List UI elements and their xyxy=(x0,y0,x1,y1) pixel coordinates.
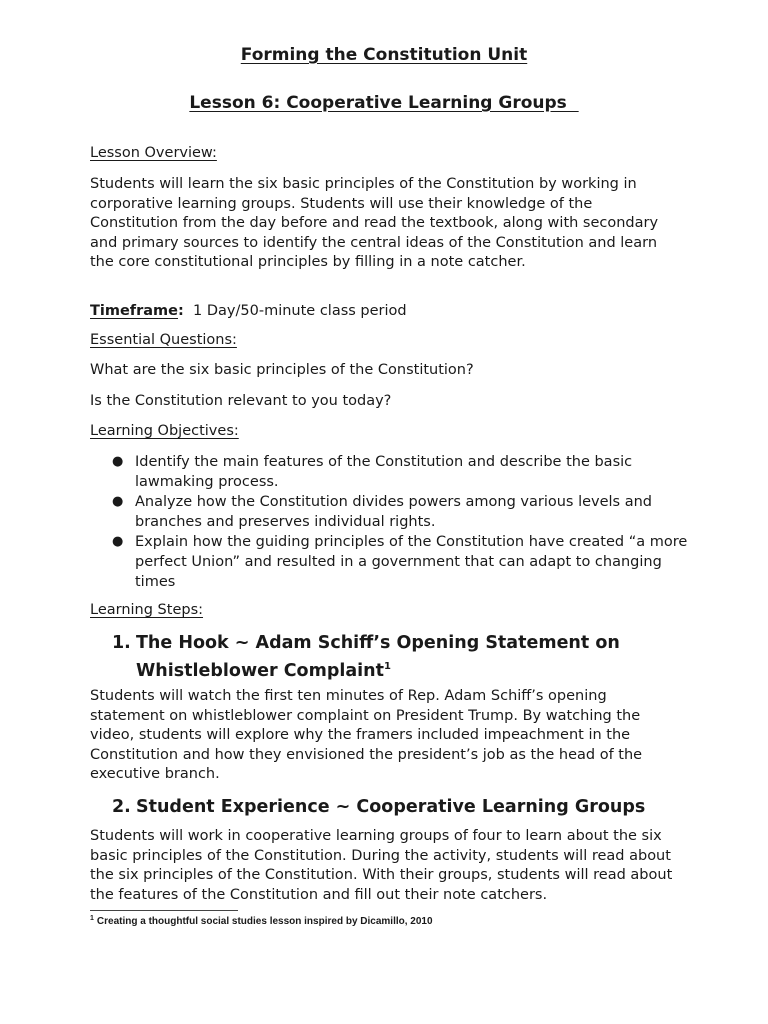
objective-text: Explain how the guiding principles of the Constitution have created “a more perfect Union” and resulted in a government that can adapt to changing times xyxy=(135,534,688,590)
step-title: Student Experience ~ Cooperative Learning Groups xyxy=(136,797,646,817)
objective-item xyxy=(90,452,690,492)
timeframe-line xyxy=(90,303,407,319)
bullet-icon: ● xyxy=(112,494,124,509)
step-2-text: Students will work in cooperative learning groups of four to learn about the six basic principles of the Constitution. During the activity, students will read about the six principles of the Constitution. With their groups, students will read about the features of the Constitution and fill out their note catchers. xyxy=(90,828,673,903)
overview-text: Students will learn the six basic principles of the Constitution by working in corporative learning groups. Students will use their knowledge of the Constitution from the day before and read the textbook, along with secondary and primary sources to identify the central ideas of the Constitution and learn the core constitutional principles by filling in a note catcher. xyxy=(90,176,659,271)
step-number: 1. xyxy=(112,633,131,653)
unit-title: Forming the Constitution Unit xyxy=(240,45,528,65)
step-1-heading xyxy=(112,631,692,683)
timeframe-label: Timeframe xyxy=(90,303,178,319)
step-2-heading xyxy=(112,795,692,819)
essential-question: Is the Constitution relevant to you today? xyxy=(90,393,392,409)
learning-steps-heading: Learning Steps: xyxy=(90,602,204,618)
essential-question: What are the six basic principles of the Constitution? xyxy=(90,362,474,378)
lesson-title: Lesson 6: Cooperative Learning Groups xyxy=(189,93,579,113)
objective-item xyxy=(90,492,690,532)
bullet-icon: ● xyxy=(112,454,124,469)
step-1-text: Students will watch the first ten minutes of Rep. Adam Schiff’s opening statement on whistleblower complaint on President Trump. By watching the video, students will explore why the framers included impeachment in the Constitution and how they envisioned the president’s job as the head of the executive branch. xyxy=(90,688,643,783)
step-number: 2. xyxy=(112,797,131,817)
objective-text: Analyze how the Constitution divides powers among various levels and branches and preserves individual rights. xyxy=(135,494,652,530)
footnote-divider xyxy=(90,910,238,911)
footnote-ref: 1 xyxy=(383,661,391,672)
bullet-icon: ● xyxy=(112,534,124,549)
step-title: The Hook ~ Adam Schiff’s Opening Statement on Whistleblower Complaint xyxy=(136,633,620,681)
objective-text: Identify the main features of the Constitution and describe the basic lawmaking process. xyxy=(135,454,633,490)
overview-heading: Lesson Overview: xyxy=(90,145,217,161)
footnote xyxy=(90,915,433,927)
footnote-marker: 1 xyxy=(90,915,94,922)
learning-objectives-heading: Learning Objectives: xyxy=(90,423,239,439)
footnote-text: Creating a thoughtful social studies lesson inspired by Dicamillo, 2010 xyxy=(96,916,433,927)
timeframe-value: 1 Day/50-minute class period xyxy=(193,303,407,319)
timeframe-colon: : xyxy=(178,303,184,319)
objective-item xyxy=(90,532,690,592)
objectives-list xyxy=(90,452,690,592)
essential-questions-heading: Essential Questions: xyxy=(90,332,237,348)
